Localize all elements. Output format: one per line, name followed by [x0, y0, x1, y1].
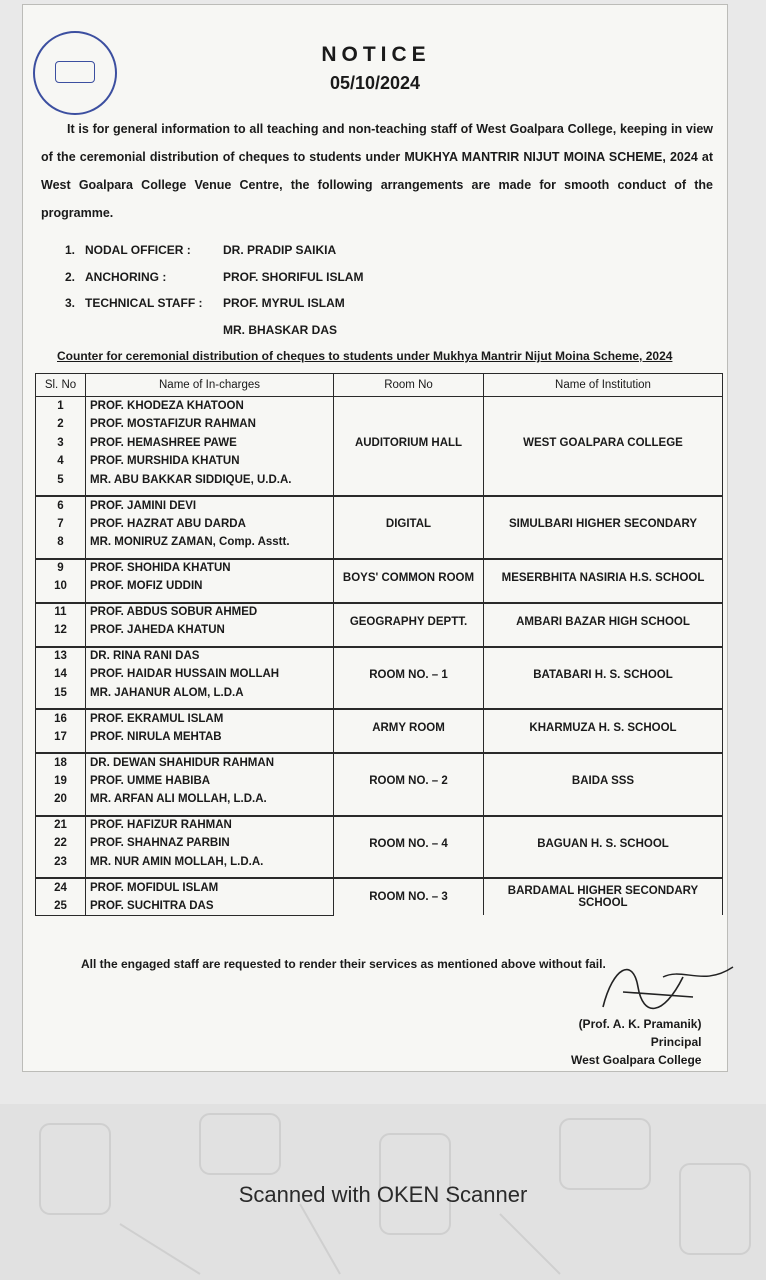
- cell-sl-no: 19: [36, 772, 86, 791]
- table-body: [36, 397, 723, 916]
- gap-cell: [86, 552, 334, 559]
- gap-cell: [86, 809, 334, 816]
- cell-sl-no: 1: [36, 397, 86, 416]
- cell-institution: BAIDA SSS: [484, 753, 723, 809]
- cell-incharge-name: PROF. NIRULA MEHTAB: [86, 728, 334, 747]
- table-row: [36, 753, 723, 772]
- cell-sl-no: 21: [36, 816, 86, 835]
- scanner-footer: [0, 1104, 766, 1280]
- gap-cell: [334, 871, 484, 878]
- cell-institution: KHARMUZA H. S. SCHOOL: [484, 709, 723, 746]
- header-institution: Name of Institution: [484, 374, 723, 397]
- assignment-row: [65, 323, 363, 350]
- notice-intro-paragraph: It is for general information to all teaching and non-teaching staff of West Goalpara College, keeping in view of the ceremonial distribution of cheques to students under MUKHYA MANTRIR NIJUT MOINA SCHEME, 2024 at West Goalpara College Venue Centre, the following arrangements are made for smooth conduct of the programme.: [41, 122, 713, 220]
- table-row: [36, 647, 723, 666]
- group-gap: [36, 702, 723, 709]
- group-gap: [36, 871, 723, 878]
- assignment-role: NODAL OFFICER :: [85, 243, 191, 257]
- group-gap: [36, 552, 723, 559]
- cell-sl-no: 24: [36, 878, 86, 897]
- signatory-title: Principal: [650, 1035, 702, 1049]
- header-room: Room No: [334, 374, 484, 397]
- cell-sl-no: 22: [36, 834, 86, 853]
- cell-sl-no: 10: [36, 577, 86, 596]
- cell-incharge-name: PROF. SHAHNAZ PARBIN: [86, 834, 334, 853]
- cell-sl-no: 14: [36, 665, 86, 684]
- gap-cell: [484, 489, 723, 496]
- gap-cell: [36, 746, 86, 753]
- cell-incharge-name: PROF. MURSHIDA KHATUN: [86, 452, 334, 471]
- gap-cell: [36, 702, 86, 709]
- table-row: [36, 709, 723, 728]
- cell-incharge-name: DR. DEWAN SHAHIDUR RAHMAN: [86, 753, 334, 772]
- cell-incharge-name: PROF. JAMINI DEVI: [86, 496, 334, 515]
- cell-sl-no: 23: [36, 853, 86, 872]
- cell-sl-no: 9: [36, 559, 86, 578]
- cell-sl-no: 11: [36, 603, 86, 622]
- cell-incharge-name: PROF. SHOHIDA KHATUN: [86, 559, 334, 578]
- signature-block: [571, 1015, 701, 1069]
- cell-incharge-name: PROF. MOFIZ UDDIN: [86, 577, 334, 596]
- assignment-role: [85, 323, 223, 350]
- cell-sl-no: 12: [36, 621, 86, 640]
- assignment-num: 1.: [65, 243, 76, 257]
- cell-sl-no: 4: [36, 452, 86, 471]
- cell-institution: SIMULBARI HIGHER SECONDARY: [484, 496, 723, 552]
- cell-room-no: GEOGRAPHY DEPTT.: [334, 603, 484, 640]
- gap-cell: [334, 596, 484, 603]
- cell-room-no: ARMY ROOM: [334, 709, 484, 746]
- cell-incharge-name: PROF. HAIDAR HUSSAIN MOLLAH: [86, 665, 334, 684]
- cell-sl-no: 15: [36, 684, 86, 703]
- cell-incharge-name: PROF. HEMASHREE PAWE: [86, 434, 334, 453]
- notice-document: [22, 4, 728, 1072]
- cell-incharge-name: PROF. SUCHITRA DAS: [86, 897, 334, 916]
- cell-room-no: AUDITORIUM HALL: [334, 397, 484, 490]
- gap-cell: [36, 640, 86, 647]
- cell-room-no: DIGITAL: [334, 496, 484, 552]
- cell-institution: WEST GOALPARA COLLEGE: [484, 397, 723, 490]
- counter-table: [35, 373, 723, 916]
- cell-institution: BAGUAN H. S. SCHOOL: [484, 816, 723, 872]
- gap-cell: [484, 809, 723, 816]
- gap-cell: [36, 871, 86, 878]
- signatory-college: West Goalpara College: [571, 1053, 702, 1067]
- assignment-num: [65, 323, 85, 350]
- assignment-person: PROF. MYRUL ISLAM: [223, 296, 345, 310]
- cell-room-no: BOYS' COMMON ROOM: [334, 559, 484, 596]
- cell-incharge-name: PROF. MOSTAFIZUR RAHMAN: [86, 415, 334, 434]
- assignment-person: PROF. SHORIFUL ISLAM: [223, 269, 364, 284]
- gap-cell: [86, 640, 334, 647]
- scanner-watermark-text: Scanned with OKEN Scanner: [238, 1182, 528, 1207]
- assignment-row: [65, 243, 363, 270]
- table-row: [36, 397, 723, 416]
- cell-sl-no: 18: [36, 753, 86, 772]
- group-gap: [36, 489, 723, 496]
- cell-incharge-name: PROF. ABDUS SOBUR AHMED: [86, 603, 334, 622]
- group-gap: [36, 596, 723, 603]
- assignment-person: DR. PRADIP SAIKIA: [223, 243, 337, 257]
- cell-institution: MESERBHITA NASIRIA H.S. SCHOOL: [484, 559, 723, 596]
- cell-institution: BARDAMAL HIGHER SECONDARY SCHOOL: [484, 878, 723, 915]
- table-row: [36, 816, 723, 835]
- notice-date: 05/10/2024: [329, 73, 421, 93]
- assignment-num: 3.: [65, 296, 76, 310]
- cell-sl-no: 6: [36, 496, 86, 515]
- gap-cell: [86, 489, 334, 496]
- cell-sl-no: 25: [36, 897, 86, 916]
- assignment-row: [65, 270, 363, 297]
- assignment-row: [65, 296, 363, 323]
- group-gap: [36, 640, 723, 647]
- gap-cell: [484, 871, 723, 878]
- assignment-role: ANCHORING :: [85, 269, 167, 284]
- signatory-name: (Prof. A. K. Pramanik): [578, 1017, 702, 1031]
- table-header-row: [36, 374, 723, 397]
- cell-incharge-name: PROF. KHODEZA KHATOON: [86, 397, 334, 416]
- gap-cell: [36, 596, 86, 603]
- assignment-list: [65, 243, 363, 349]
- cell-incharge-name: PROF. EKRAMUL ISLAM: [86, 709, 334, 728]
- gap-cell: [484, 552, 723, 559]
- table-row: [36, 603, 723, 622]
- cell-incharge-name: MR. ABU BAKKAR SIDDIQUE, U.D.A.: [86, 471, 334, 490]
- gap-cell: [86, 746, 334, 753]
- gap-cell: [484, 746, 723, 753]
- cell-incharge-name: PROF. HAZRAT ABU DARDA: [86, 515, 334, 534]
- header-name: Name of In-charges: [86, 374, 334, 397]
- cell-incharge-name: MR. JAHANUR ALOM, L.D.A: [86, 684, 334, 703]
- cell-room-no: ROOM NO. – 3: [334, 878, 484, 915]
- cell-sl-no: 3: [36, 434, 86, 453]
- assignment-person: MR. BHASKAR DAS: [223, 322, 337, 337]
- cell-sl-no: 13: [36, 647, 86, 666]
- group-gap: [36, 746, 723, 753]
- gap-cell: [334, 809, 484, 816]
- cell-sl-no: 20: [36, 790, 86, 809]
- cell-sl-no: 5: [36, 471, 86, 490]
- cell-incharge-name: MR. MONIRUZ ZAMAN, Comp. Asstt.: [86, 533, 334, 552]
- cell-incharge-name: MR. NUR AMIN MOLLAH, L.D.A.: [86, 853, 334, 872]
- counter-caption: Counter for ceremonial distribution of cheques to students under Mukhya Mantrir Nijut Moina Scheme, 2024: [57, 349, 673, 363]
- cell-room-no: ROOM NO. – 2: [334, 753, 484, 809]
- gap-cell: [86, 702, 334, 709]
- cell-incharge-name: PROF. JAHEDA KHATUN: [86, 621, 334, 640]
- group-gap: [36, 809, 723, 816]
- assignment-num: 2.: [65, 269, 76, 284]
- gap-cell: [36, 489, 86, 496]
- gap-cell: [86, 871, 334, 878]
- cell-sl-no: 8: [36, 533, 86, 552]
- gap-cell: [334, 552, 484, 559]
- cell-sl-no: 2: [36, 415, 86, 434]
- gap-cell: [334, 702, 484, 709]
- gap-cell: [334, 489, 484, 496]
- gap-cell: [334, 746, 484, 753]
- closing-line: All the engaged staff are requested to render their services as mentioned above without fail.: [81, 957, 606, 971]
- cell-incharge-name: PROF. HAFIZUR RAHMAN: [86, 816, 334, 835]
- gap-cell: [484, 596, 723, 603]
- cell-room-no: ROOM NO. – 4: [334, 816, 484, 872]
- gap-cell: [36, 552, 86, 559]
- gap-cell: [484, 640, 723, 647]
- gap-cell: [334, 640, 484, 647]
- cell-sl-no: 17: [36, 728, 86, 747]
- cell-incharge-name: PROF. UMME HABIBA: [86, 772, 334, 791]
- cell-institution: AMBARI BAZAR HIGH SCHOOL: [484, 603, 723, 640]
- cell-sl-no: 7: [36, 515, 86, 534]
- cell-incharge-name: DR. RINA RANI DAS: [86, 647, 334, 666]
- assignment-role: TECHNICAL STAFF :: [85, 296, 203, 310]
- header-sl-no: Sl. No: [36, 374, 86, 397]
- cell-incharge-name: PROF. MOFIDUL ISLAM: [86, 878, 334, 897]
- cell-sl-no: 16: [36, 709, 86, 728]
- cell-institution: BATABARI H. S. SCHOOL: [484, 647, 723, 703]
- gap-cell: [86, 596, 334, 603]
- gap-cell: [484, 702, 723, 709]
- gap-cell: [36, 809, 86, 816]
- table-row: [36, 878, 723, 897]
- table-row: [36, 559, 723, 578]
- notice-title: NOTICE: [321, 43, 431, 66]
- cell-room-no: ROOM NO. – 1: [334, 647, 484, 703]
- table-row: [36, 496, 723, 515]
- cell-incharge-name: MR. ARFAN ALI MOLLAH, L.D.A.: [86, 790, 334, 809]
